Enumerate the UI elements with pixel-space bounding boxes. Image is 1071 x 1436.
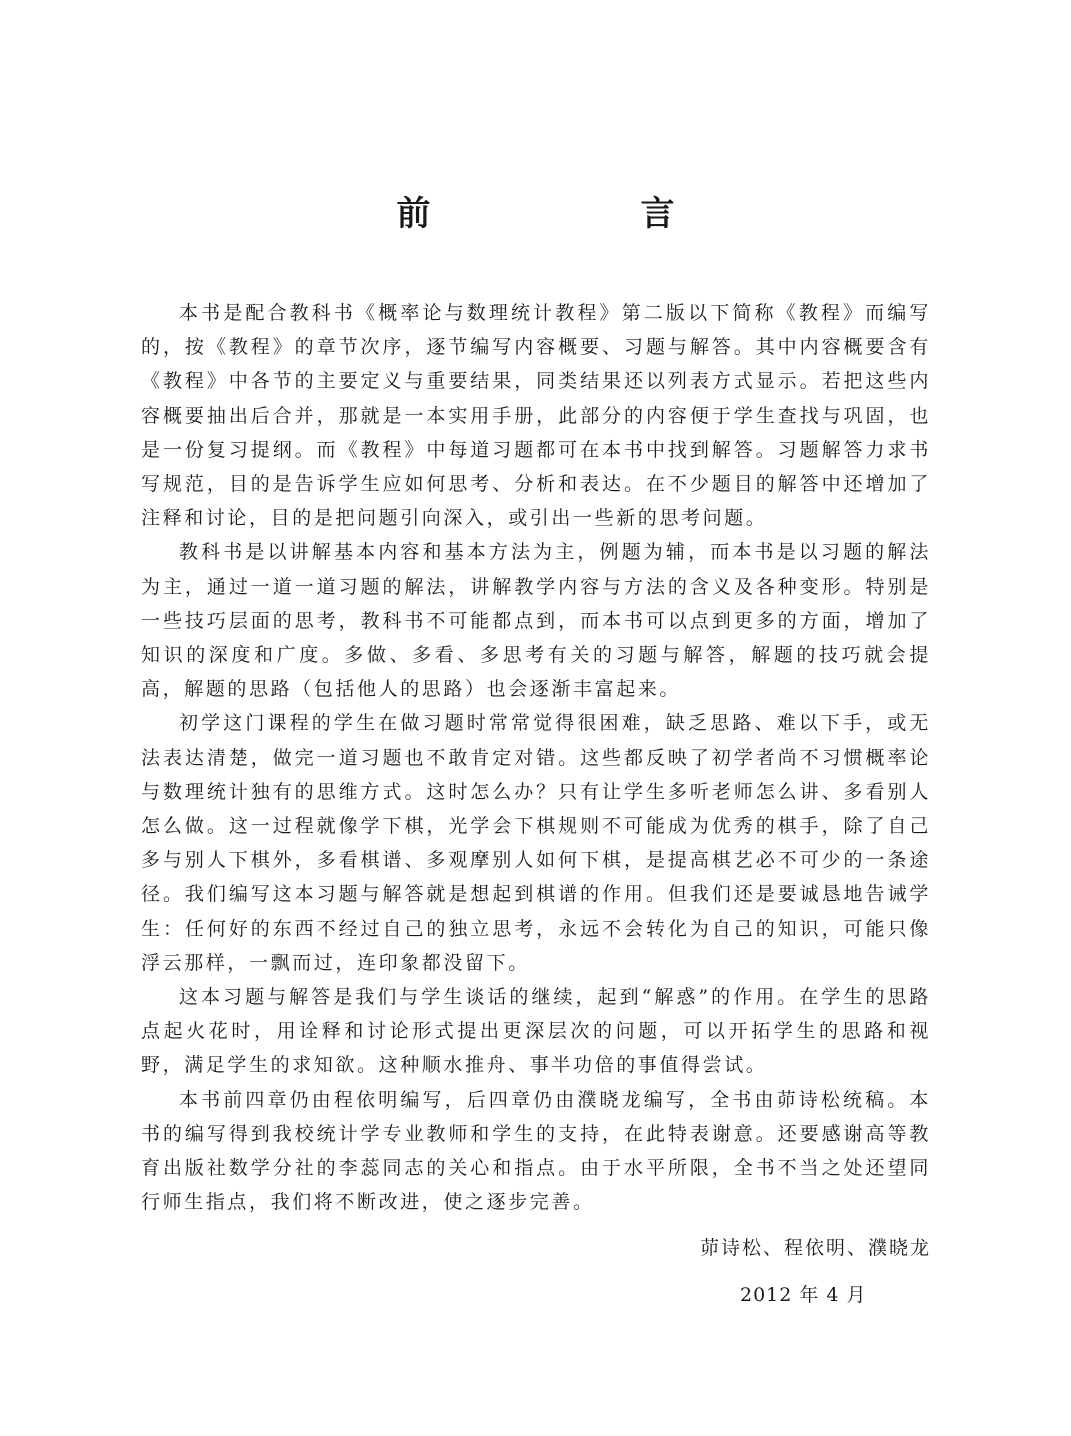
page-title: 前 言 bbox=[396, 194, 763, 234]
author-signature: 茆诗松、程依明、濮晓龙 bbox=[699, 1237, 931, 1259]
paragraph: 初学这门课程的学生在做习题时常常觉得很困难，缺乏思路、难以下手，或无法表达清楚，做完一道习题也不敢肯定对错。这些都反映了初学者尚不习惯概率论与数理统计独有的思维方式。这时怎么办？只有让学生多听老师怎么讲、多看别人怎么做。这一过程就像学下棋，光学会下棋规则不可能成为优秀的棋手，除了自己多与别人下棋外，多看棋谱、多观摩别人如何下棋，是提高棋艺必不可少的一条途径。我们编写这本习题与解答就是想起到棋谱的作用。但我们还是要诚恳地告诫学生：任何好的东西不经过自己的独立思考，永远不会转化为自己的知识，可能只像浮云那样，一飘而过，连印象都没留下。 bbox=[141, 712, 931, 974]
paragraph: 本书是配合教科书《概率论与数理统计教程》第二版以下简称《教程》而编写的，按《教程》的章节次序，逐节编写内容概要、习题与解答。其中内容概要含有《教程》中各节的主要定义与重要结果，同类结果还以列表方式显示。若把这些内容概要抽出后合并，那就是一本实用手册，此部分的内容便于学生查找与巩固，也是一份复习提纲。而《教程》中每道习题都可在本书中找到解答。习题解答力求书写规范，目的是告诉学生应如何思考、分析和表达。在不少题目的解答中还增加了注释和讨论，目的是把问题引向深入，或引出一些新的思考问题。 bbox=[141, 302, 931, 530]
paragraph: 教科书是以讲解基本内容和基本方法为主，例题为辅，而本书是以习题的解法为主，通过一道一道习题的解法，讲解教学内容与方法的含义及各种变形。特别是一些技巧层面的思考，教科书不可能都点到，而本书可以点到更多的方面，增加了知识的深度和广度。多做、多看、多思考有关的习题与解答，解题的技巧就会提高，解题的思路（包括他人的思路）也会逐渐丰富起来。 bbox=[141, 541, 931, 701]
preface-date: 2012 年 4 月 bbox=[740, 1284, 867, 1306]
paragraph: 本书前四章仍由程依明编写，后四章仍由濮晓龙编写，全书由茆诗松统稿。本书的编写得到我校统计学专业教师和学生的支持，在此特表谢意。还要感谢高等教育出版社数学分社的李蕊同志的关心和指点。由于水平所限，全书不当之处还望同行师生指点，我们将不断改进，使之逐步完善。 bbox=[141, 1088, 931, 1214]
preface-body bbox=[141, 296, 931, 1219]
paragraph: 这本习题与解答是我们与学生谈话的继续，起到“解惑”的作用。在学生的思路点起火花时，用诠释和讨论形式提出更深层次的问题，可以开拓学生的思路和视野，满足学生的求知欲。这种顺水推舟、事半功倍的事值得尝试。 bbox=[141, 986, 931, 1077]
